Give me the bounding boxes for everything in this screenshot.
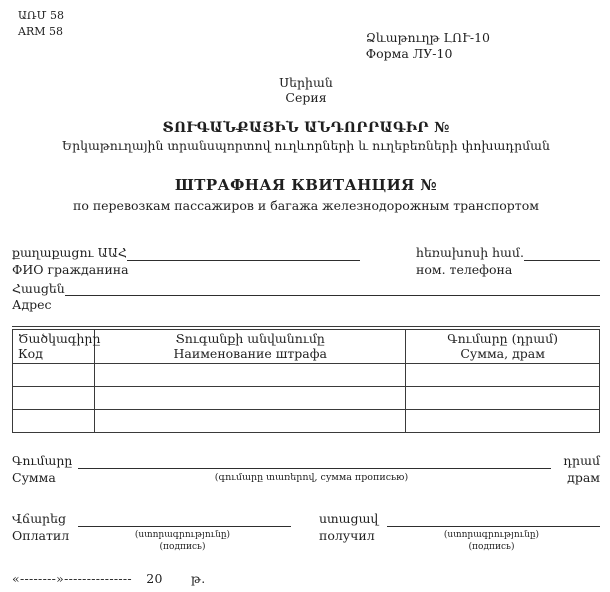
- table-cell-empty: [13, 410, 95, 433]
- address-label-russian: Адрес: [12, 297, 52, 313]
- form-code-block: [12, 8, 64, 40]
- personal-fields: [12, 245, 600, 313]
- amount-label-armenian: Գումարը: [12, 453, 73, 468]
- citizen-name-label-armenian: քաղաքացու ԱԱՀ: [12, 245, 127, 261]
- phone-field: [416, 245, 600, 277]
- table-cell-empty: [13, 387, 95, 410]
- table-row: [13, 364, 600, 387]
- received-signature-hint-armenian: (ստորագրությունը): [443, 529, 540, 540]
- column-header-amount-russian: Сумма, драм: [460, 346, 545, 362]
- date-year-suffix: թ.: [191, 571, 206, 587]
- column-header-amount-armenian: Գումարը (դրամ): [447, 330, 559, 346]
- date-year-prefix: 20: [146, 571, 163, 587]
- series-block: [12, 75, 600, 106]
- amount-unit-armenian: դրամ: [563, 453, 600, 468]
- table-row: [13, 387, 600, 410]
- table-cell-empty: [406, 387, 600, 410]
- table-cell-empty: [406, 364, 600, 387]
- address-field: [12, 281, 600, 297]
- received-signature-line: [387, 512, 600, 527]
- title-russian: ШТРАФНАЯ КВИТАНЦИЯ №: [174, 175, 438, 194]
- column-header-fine-name-armenian: Տուգանքի անվանումը: [175, 330, 325, 346]
- amount-in-words-hint: (գումարը տառերով, сумма прописью): [214, 471, 409, 483]
- amount-field: [12, 453, 600, 469]
- column-header-code-russian: Код: [18, 346, 43, 362]
- column-header-code-armenian: Ծածկագիրը: [18, 330, 101, 346]
- paid-signature-hint: [74, 528, 291, 553]
- form-type-block: [366, 30, 490, 63]
- address-blank-line: [65, 281, 600, 296]
- column-header-fine-name: [95, 329, 406, 363]
- received-label-armenian: ստացավ: [319, 511, 379, 527]
- fines-table-header-row: [13, 329, 600, 363]
- form-type-armenian: Ձևաթուղթ ԼՈՒ-10: [365, 30, 490, 45]
- form-header: [12, 8, 600, 63]
- table-cell-empty: [95, 387, 406, 410]
- phone-blank-line: [524, 246, 600, 261]
- column-header-amount: [406, 329, 600, 363]
- form-code-armenian: ԱՌՄ 58: [18, 9, 64, 22]
- received-signature-hint-russian: (подпись): [468, 542, 515, 553]
- phone-label-armenian: հեռախոսի համ.: [416, 245, 524, 261]
- subtitle-armenian: Երկաթուղային տրանսպորտով ուղևորների և ուղեբեռների փոխադրման: [62, 138, 550, 154]
- paid-label-russian: Оплатил: [12, 527, 70, 543]
- amount-label-russian: Сумма: [12, 469, 56, 485]
- citizen-name-field: [12, 245, 360, 277]
- paid-label-armenian: Վճարեց: [12, 511, 66, 527]
- fines-table: [12, 329, 600, 433]
- table-cell-empty: [95, 364, 406, 387]
- signature-sublabels: [12, 528, 600, 553]
- table-cell-empty: [95, 410, 406, 433]
- series-label-armenian: Սերիան: [279, 74, 333, 90]
- series-label-russian: Серия: [285, 90, 327, 106]
- paid-signature-hint-russian: (подпись): [159, 542, 206, 553]
- amount-unit-russian: драм: [567, 469, 600, 485]
- phone-label-russian: ном. телефона: [416, 261, 513, 277]
- column-header-code: [13, 329, 101, 363]
- citizen-name-label-russian: ФИО гражданина: [12, 261, 129, 277]
- paid-signature-hint-armenian: (ստորագրությունը): [134, 529, 231, 540]
- subtitle-russian: по перевозкам пассажиров и багажа железнодорожным транспортом: [73, 197, 539, 213]
- title-armenian: ՏՈՒԳԱՆՔԱՅԻՆ ԱՆԴՈՐՐԱԳԻՐ №: [162, 119, 450, 136]
- table-top-rule: [12, 326, 600, 327]
- citizen-name-blank-line: [127, 246, 360, 261]
- table-cell-empty: [13, 364, 95, 387]
- form-type-russian: Форма ЛУ-10: [365, 46, 453, 62]
- form-code-latin: ARM 58: [18, 24, 63, 38]
- date-line: [12, 571, 600, 587]
- amount-field-sublabels: [12, 470, 600, 486]
- received-label-russian: получил: [319, 527, 375, 543]
- address-label-armenian: Հասցեն: [12, 280, 65, 296]
- amount-blank-line: [78, 454, 551, 469]
- signature-fields: [12, 511, 600, 527]
- paid-signature-line: [78, 512, 291, 527]
- date-quotes-dashes: «--------»---------------: [12, 571, 132, 587]
- table-cell-empty: [406, 410, 600, 433]
- received-signature-hint: [383, 528, 600, 553]
- table-row: [13, 410, 600, 433]
- column-header-fine-name-russian: Наименование штрафа: [173, 346, 327, 362]
